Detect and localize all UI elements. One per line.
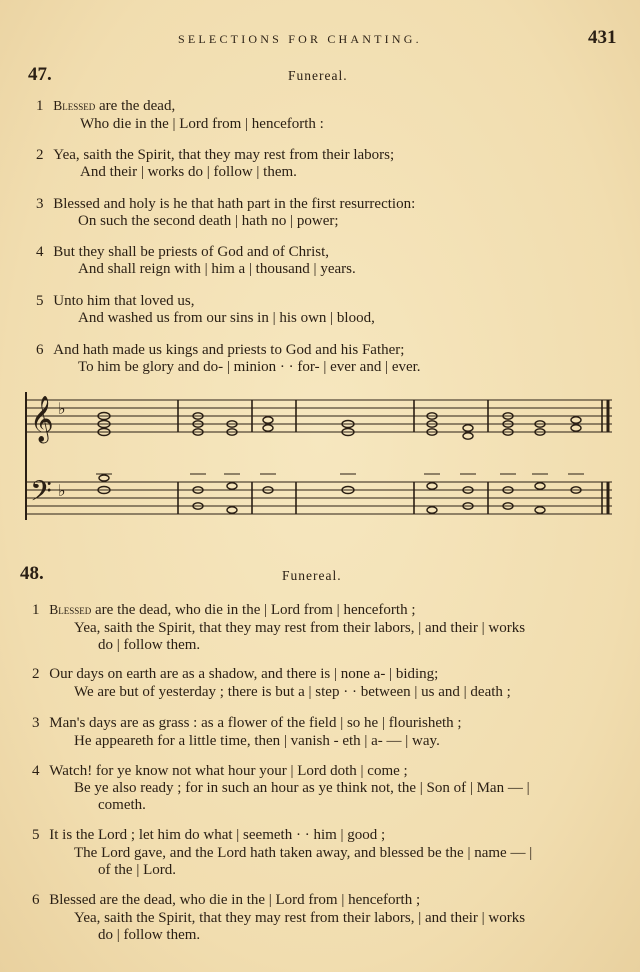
page-number: 431 bbox=[588, 27, 617, 48]
verse-number: 1 bbox=[36, 98, 44, 114]
verse-lead-word: Blessed bbox=[53, 98, 96, 113]
key-flat-icon: ♭ bbox=[58, 481, 66, 500]
verse-text: But they shall be priests of God and of Christ, bbox=[53, 244, 330, 260]
verse-text: Unto him that loved us, bbox=[53, 293, 195, 309]
verse-response: Who die in the | Lord from | henceforth : bbox=[80, 116, 324, 132]
verse-text: Yea, saith the Spirit, that they may rest from their labors; bbox=[53, 147, 395, 163]
treble-notes bbox=[98, 413, 581, 440]
bass-clef-icon: 𝄢 bbox=[30, 475, 52, 515]
verse-text: are the dead, bbox=[95, 98, 176, 114]
verse-line bbox=[32, 891, 420, 909]
verse-line bbox=[36, 195, 415, 213]
verse-line bbox=[32, 601, 416, 619]
verse-line bbox=[32, 762, 408, 780]
verse-text: are the dead, who die in the | Lord from | henceforth ; bbox=[91, 602, 416, 618]
verse-text: Blessed are the dead, who die in the | Lord from | henceforth ; bbox=[49, 892, 421, 908]
verse-response-cont: cometh. bbox=[98, 797, 146, 813]
verse-response-cont: of the | Lord. bbox=[98, 862, 176, 878]
verse-line bbox=[36, 97, 175, 115]
verse-response: Yea, saith the Spirit, that they may rest from their labors, | and their | works bbox=[74, 910, 526, 926]
verse-number: 6 bbox=[36, 342, 44, 358]
chant-47-title: Funereal. bbox=[288, 68, 348, 83]
verse-line bbox=[36, 341, 404, 359]
verse-number: 3 bbox=[32, 715, 40, 731]
verse-number: 5 bbox=[36, 293, 44, 309]
verse-line bbox=[32, 826, 385, 844]
verse-number: 6 bbox=[32, 892, 40, 908]
verse-response: We are but of yesterday ; there is but a | step · · between | us and | death ; bbox=[74, 684, 511, 700]
verse-number: 2 bbox=[36, 147, 44, 163]
chant-48-number: 48. bbox=[20, 563, 44, 584]
verse-response: He appeareth for a little time, then | vanish - eth | a- — | way. bbox=[74, 733, 440, 749]
verse-text: It is the Lord ; let him do what | seemeth · · him | good ; bbox=[49, 827, 386, 843]
verse-response: Be ye also ready ; for in such an hour as ye think not, the | Son of | Man — | bbox=[74, 780, 530, 796]
verse-number: 5 bbox=[32, 827, 40, 843]
verse-line bbox=[36, 243, 329, 261]
verse-response-cont: do | follow them. bbox=[98, 637, 201, 653]
verse-text: Blessed and holy is he that hath part in the first resurrection: bbox=[53, 196, 416, 212]
key-flat-icon: ♭ bbox=[58, 399, 66, 418]
verse-response: And washed us from our sins in | his own | blood, bbox=[78, 310, 375, 326]
verse-text: Watch! for ye know not what hour your | Lord doth | come ; bbox=[49, 763, 408, 779]
verse-response: And their | works do | follow | them. bbox=[80, 164, 297, 180]
verse-number: 4 bbox=[32, 763, 40, 779]
chant-47-number: 47. bbox=[28, 64, 52, 85]
verse-text: Our days on earth are as a shadow, and there is | none a- | biding; bbox=[49, 666, 439, 682]
verse-number: 3 bbox=[36, 196, 44, 212]
verse-text: Man's days are as grass : as a flower of the field | so he | flourisheth ; bbox=[49, 715, 462, 731]
verse-response: On such the second death | hath no | power; bbox=[78, 213, 339, 229]
chant-48-title: Funereal. bbox=[282, 568, 342, 583]
verse-response: The Lord gave, and the Lord hath taken away, and blessed be the | name — | bbox=[74, 845, 533, 861]
verse-lead-word: Blessed bbox=[49, 602, 92, 617]
running-title: SELECTIONS FOR CHANTING. bbox=[178, 32, 422, 46]
verse-response: Yea, saith the Spirit, that they may rest from their labors, | and their | works bbox=[74, 620, 526, 636]
verse-number: 1 bbox=[32, 602, 40, 618]
verse-text: And hath made us kings and priests to God and his Father; bbox=[53, 342, 405, 358]
bass-notes bbox=[98, 475, 581, 513]
chant-music bbox=[22, 380, 620, 530]
verse-number: 4 bbox=[36, 244, 44, 260]
verse-line bbox=[32, 714, 462, 732]
verse-line bbox=[32, 665, 438, 683]
verse-line bbox=[36, 292, 195, 310]
music-staff-svg bbox=[22, 380, 620, 530]
treble-clef-icon: 𝄞 bbox=[30, 396, 54, 442]
verse-response: And shall reign with | him a | thousand | years. bbox=[78, 261, 356, 277]
verse-line bbox=[36, 146, 394, 164]
verse-response: To him be glory and do- | minion · · for- | ever and | ever. bbox=[78, 359, 421, 375]
verse-number: 2 bbox=[32, 666, 40, 682]
verse-response-cont: do | follow them. bbox=[98, 927, 201, 943]
